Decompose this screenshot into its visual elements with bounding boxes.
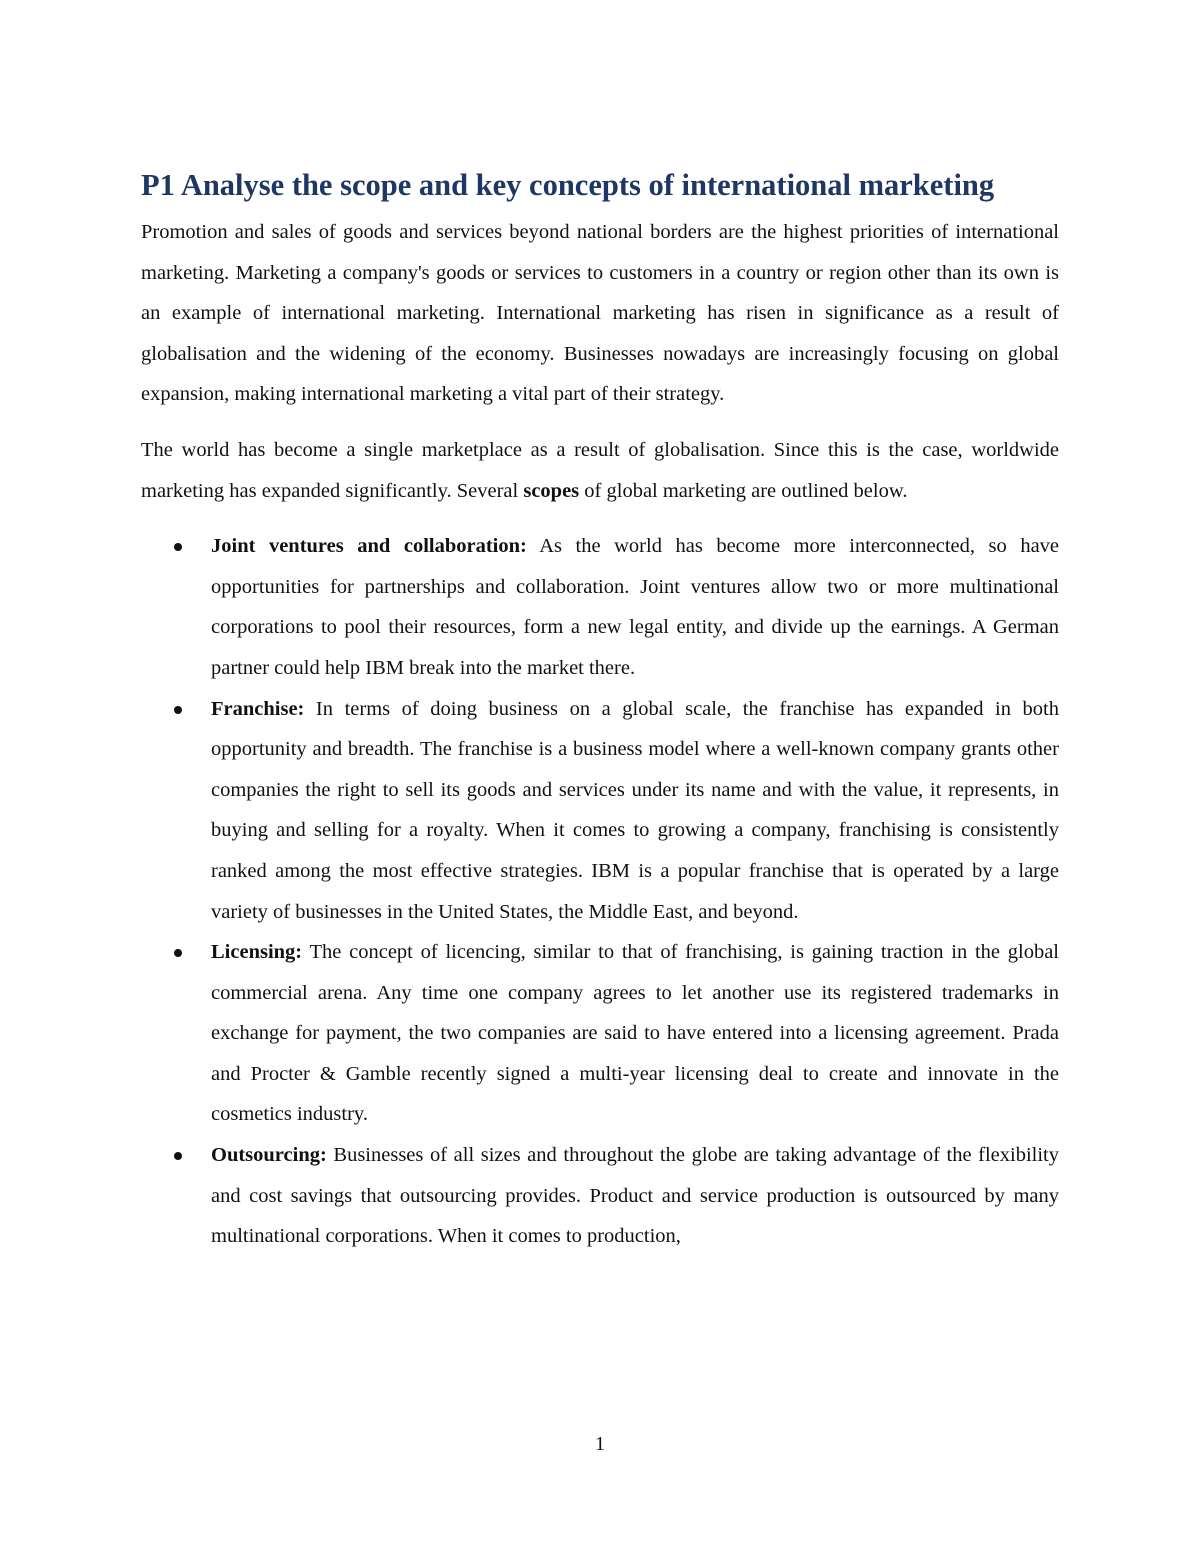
scopes-paragraph-text: The world has become a single marketplace as a result of globalisation. Since this is the case, worldwide marketing has expanded significantly. Several	[141, 438, 1059, 502]
list-item	[211, 1135, 1059, 1257]
bullet-icon	[174, 543, 182, 551]
scopes-list	[141, 526, 1059, 1257]
page-content	[141, 166, 1059, 1257]
bullet-icon	[174, 949, 182, 957]
intro-paragraph: Promotion and sales of goods and services beyond national borders are the highest priorities of international marketing. Marketing a company's goods or services to customers in a country or region other than its own is an example of international marketing. International marketing has risen in significance as a result of globalisation and the widening of the economy. Businesses nowadays are increasingly focusing on global expansion, making international marketing a vital part of their strategy.	[141, 221, 1059, 406]
bullet-icon	[174, 1152, 182, 1160]
page-title: P1 Analyse the scope and key concepts of international marketing	[141, 168, 995, 202]
scopes-paragraph	[141, 430, 1059, 511]
list-item	[211, 932, 1059, 1135]
list-item-term: Outsourcing:	[211, 1144, 327, 1167]
list-item	[211, 526, 1059, 688]
page-number: 1	[595, 1433, 605, 1455]
list-item	[211, 689, 1059, 933]
list-item-term: Franchise:	[211, 697, 305, 720]
list-item-term: Joint ventures and collaboration:	[211, 535, 527, 558]
bullet-icon	[174, 706, 182, 714]
list-item-term: Licensing:	[211, 941, 303, 964]
scopes-paragraph-text-end: of global marketing are outlined below.	[579, 479, 908, 502]
scopes-keyword: scopes	[523, 479, 580, 502]
list-item-text: Businesses of all sizes and throughout the globe are taking advantage of the flexibility and cost savings that outsourcing provides. Product and service production is outsourced by many multinational corporations. When it comes to production,	[211, 1144, 1059, 1248]
list-item-text: In terms of doing business on a global scale, the franchise has expanded in both opportunity and breadth. The franchise is a business model where a well-known company grants other companies the right to sell its goods and services under its name and with the value, it represents, in buying and selling for a royalty. When it comes to growing a company, franchising is consistently ranked among the most effective strategies. IBM is a popular franchise that is operated by a large variety of businesses in the United States, the Middle East, and beyond.	[211, 697, 1059, 923]
list-item-text: The concept of licencing, similar to that of franchising, is gaining traction in the global commercial arena. Any time one company agrees to let another use its registered trademarks in exchange for payment, the two companies are said to have entered into a licensing agreement. Prada and Procter & Gamble recently signed a multi-year licensing deal to create and innovate in the cosmetics industry.	[211, 941, 1059, 1126]
list-item-text: As the world has become more interconnected, so have opportunities for partnerships and collaboration. Joint ventures allow two or more multinational corporations to pool their resources, form a new legal entity, and divide up the earnings. A German partner could help IBM break into the market there.	[211, 535, 1060, 679]
